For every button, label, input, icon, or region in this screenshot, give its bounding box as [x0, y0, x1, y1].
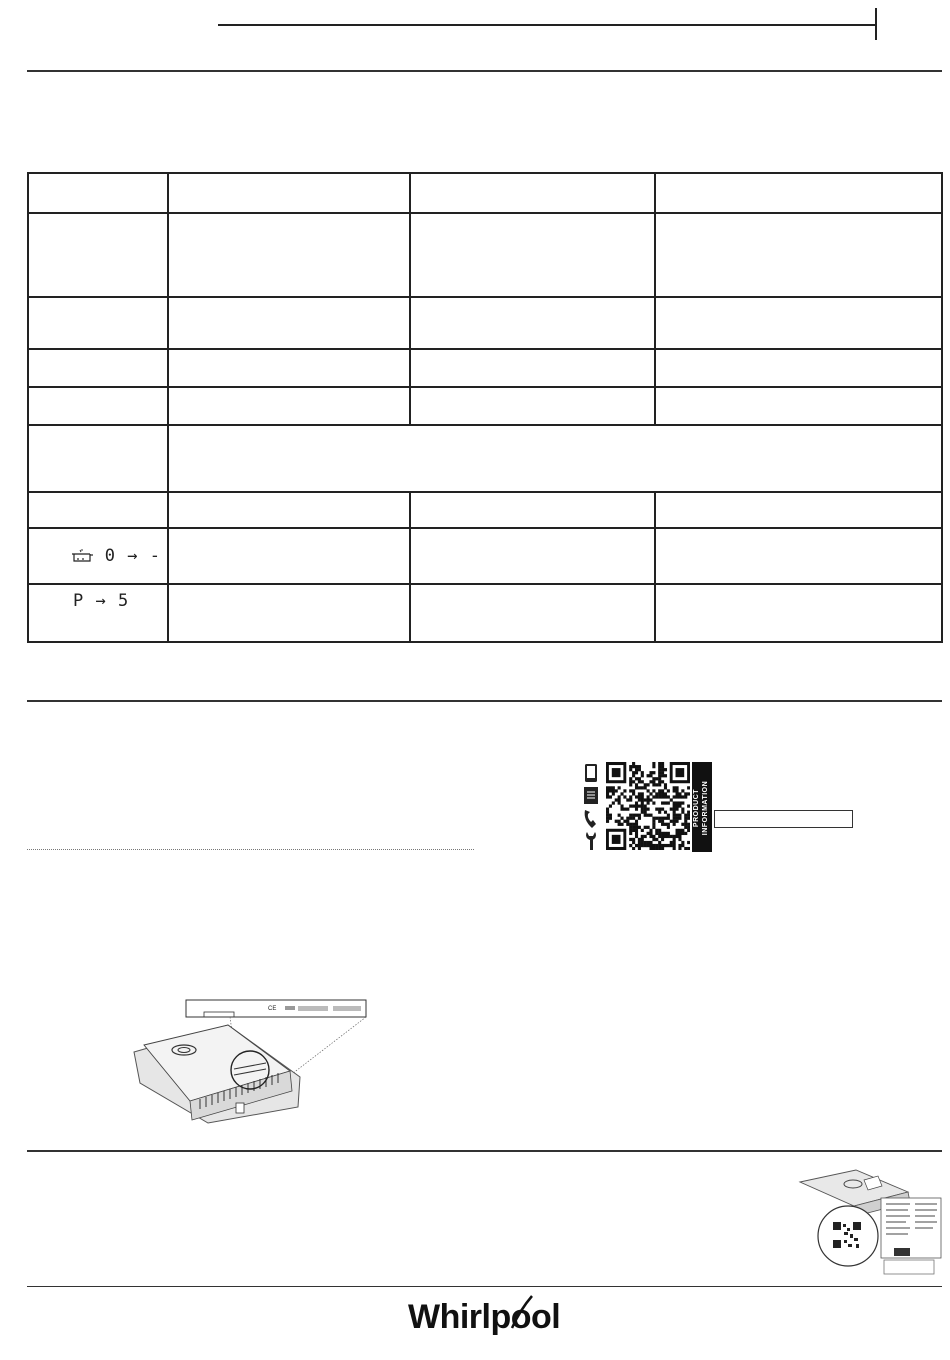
table-cell: [28, 349, 168, 387]
smartphone-icon: [585, 764, 597, 782]
footer-rule: [27, 1286, 942, 1287]
table-row: [28, 492, 942, 528]
row7-symbol: [70, 546, 162, 566]
table-cell: [28, 297, 168, 349]
table-cell: [168, 173, 410, 213]
table-cell: [655, 528, 942, 584]
table-cell: [168, 584, 410, 642]
manual-icon: [584, 787, 598, 804]
table-row: [28, 528, 942, 584]
table-cell: [168, 492, 410, 528]
table-cell: [28, 387, 168, 425]
table-row: [28, 173, 942, 213]
table-cell: [28, 173, 168, 213]
dotted-divider: [27, 849, 474, 850]
label-zoom-circle: [818, 1206, 878, 1266]
row7-to-code: -: [149, 546, 161, 566]
table-cell-merged: [168, 425, 942, 492]
product-label-line1: PRODUCT: [693, 788, 700, 828]
table-cell: [655, 584, 942, 642]
product-info-vertical-label: [692, 778, 712, 838]
table-cell: [655, 213, 942, 297]
table-cell: [28, 425, 168, 492]
table-cell: [655, 387, 942, 425]
section-rule-top: [27, 70, 942, 72]
troubleshooting-table: [27, 172, 943, 643]
arrow-right-icon: →: [127, 546, 139, 566]
brand-logo: [408, 1298, 568, 1344]
section-rule-middle: [27, 700, 942, 702]
wrench-icon: [586, 832, 596, 850]
table-cell: [168, 213, 410, 297]
table-cell: [410, 349, 655, 387]
table-row: [28, 213, 942, 297]
arrow-right-icon: →: [95, 591, 107, 611]
table-cell: [655, 173, 942, 213]
table-cell: [655, 297, 942, 349]
serial-number-box: [714, 810, 853, 828]
table-cell: [410, 213, 655, 297]
phone-icon: [585, 810, 596, 828]
symbol-cell-row7: [28, 528, 168, 584]
table-cell: [410, 584, 655, 642]
table-cell: [168, 387, 410, 425]
table-cell: [168, 349, 410, 387]
header-thin-line: [218, 24, 876, 26]
table-row: [28, 349, 942, 387]
table-cell: [410, 492, 655, 528]
table-cell: [655, 349, 942, 387]
symbol-cell-row8: [28, 584, 168, 642]
hob-rating-plate-illustration: [130, 995, 380, 1130]
row8-to-code: 5: [118, 591, 130, 611]
row8-from-code: P: [73, 591, 85, 611]
table-row: [28, 425, 942, 492]
table-cell: [410, 297, 655, 349]
header-tick: [875, 8, 877, 40]
logo-swoosh: [506, 1292, 536, 1332]
table-cell: [410, 528, 655, 584]
ce-mark: CE: [268, 1006, 277, 1012]
table-row: [28, 387, 942, 425]
qr-code-image: [606, 762, 690, 850]
row8-symbol: [73, 591, 129, 611]
pot-boil-icon: [70, 548, 94, 564]
table-row: [28, 297, 942, 349]
table-cell: [410, 387, 655, 425]
product-info-icons: [580, 762, 604, 852]
table-cell: [168, 297, 410, 349]
hob-qr-label-illustration: [798, 1162, 943, 1278]
table-row: [28, 584, 942, 642]
table-cell: [655, 492, 942, 528]
section-rule-bottom: [27, 1150, 942, 1152]
product-label-line2: INFORMATION: [702, 780, 709, 836]
brand-logo-text: Whirlpool: [408, 1298, 561, 1336]
table-cell: [168, 528, 410, 584]
table-cell: [28, 213, 168, 297]
table-cell: [410, 173, 655, 213]
table-cell: [28, 492, 168, 528]
row7-from-code: 0: [104, 546, 116, 566]
